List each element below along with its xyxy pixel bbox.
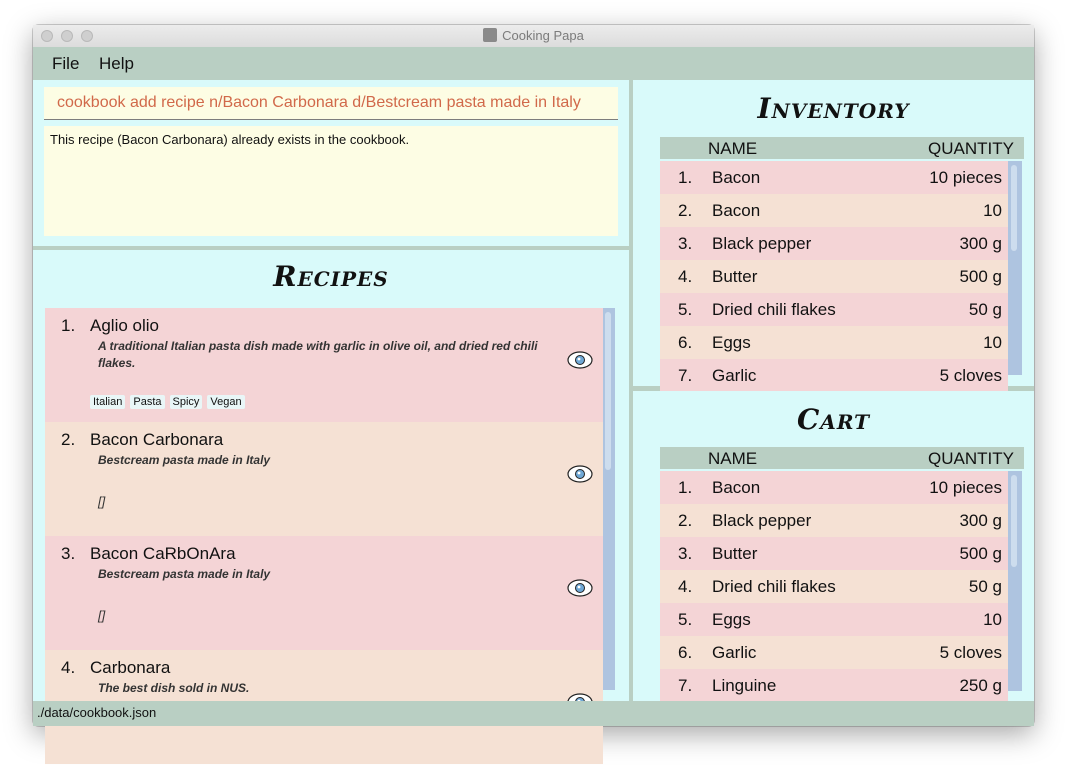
recipe-card[interactable] [45, 422, 603, 536]
recipe-tags-empty: [] [98, 608, 106, 623]
cart-row-name: Black pepper [712, 511, 812, 530]
inventory-row[interactable] [660, 260, 1008, 293]
cart-table-header [660, 447, 1024, 469]
command-input-text: cookbook add recipe n/Bacon Carbonara d/Bestcream pasta made in Italy [57, 94, 581, 111]
cart-row-index: 3. [678, 544, 693, 563]
recipe-tags [90, 392, 250, 410]
app-window [33, 25, 1034, 726]
eye-icon[interactable] [567, 350, 593, 370]
cart-row-name: Eggs [712, 610, 751, 629]
inventory-row[interactable] [660, 194, 1008, 227]
cart-row[interactable] [660, 471, 1008, 504]
cart-row-index: 4. [678, 577, 693, 596]
inventory-row-name: Butter [712, 267, 758, 286]
cart-row[interactable] [660, 603, 1008, 636]
cart-row-quantity: 500 g [959, 544, 1002, 563]
recipe-name: Aglio olio [90, 316, 159, 335]
inventory-row-name: Black pepper [712, 234, 812, 253]
inventory-row-quantity: 10 [983, 201, 1002, 220]
cart-row-quantity: 10 [983, 610, 1002, 629]
inventory-row[interactable] [660, 293, 1008, 326]
cart-row-name: Garlic [712, 643, 757, 662]
cart-row-index: 5. [678, 610, 693, 629]
cart-row-name: Linguine [712, 676, 777, 695]
inventory-row[interactable] [660, 359, 1008, 392]
cart-row[interactable] [660, 636, 1008, 669]
recipe-description: Bestcream pasta made in Italy [98, 567, 271, 581]
inventory-table-header [660, 137, 1024, 159]
cart-row-index: 2. [678, 511, 693, 530]
cart-name-column-header[interactable]: NAME [708, 449, 758, 468]
cart-row-name: Dried chili flakes [712, 577, 836, 596]
main-content [33, 80, 1034, 701]
cart-row-quantity: 50 g [968, 577, 1002, 596]
inventory-row-index: 2. [678, 201, 693, 220]
recipes-title: Recipes [273, 260, 389, 293]
recipe-card[interactable] [45, 308, 603, 422]
inventory-row-name: Bacon [712, 201, 761, 220]
eye-icon[interactable] [567, 578, 593, 598]
inventory-row-index: 5. [678, 300, 693, 319]
menu-bar [33, 47, 1034, 80]
inventory-row-index: 3. [678, 234, 693, 253]
command-panel [33, 80, 629, 246]
cart-scrollbar[interactable] [1008, 471, 1022, 691]
inventory-panel [633, 80, 1034, 386]
cart-row-name: Butter [712, 544, 758, 563]
recipe-tag: Italian [90, 395, 125, 409]
recipe-name: Bacon Carbonara [90, 430, 224, 449]
result-message: This recipe (Bacon Carbonara) already exists in the cookbook. [50, 132, 410, 147]
cart-row[interactable] [660, 504, 1008, 537]
cart-row-quantity: 250 g [959, 676, 1002, 695]
inventory-row-quantity: 50 g [968, 300, 1002, 319]
inventory-quantity-column-header[interactable]: QUANTITY [928, 139, 1014, 158]
recipe-list-scrollbar-thumb[interactable] [605, 312, 611, 470]
recipe-tag: Spicy [170, 395, 203, 409]
status-file-path: ./data/cookbook.json [37, 705, 157, 720]
recipe-list-scrollbar[interactable] [603, 308, 615, 690]
cart-scrollbar-thumb[interactable] [1011, 475, 1017, 567]
recipe-description: A traditional Italian pasta dish made with garlic in olive oil, and dried red chili flakes. [98, 339, 538, 370]
inventory-name-column-header[interactable]: NAME [708, 139, 758, 158]
recipe-name: Carbonara [90, 658, 171, 677]
cart-row[interactable] [660, 537, 1008, 570]
recipe-description: The best dish sold in NUS. [98, 681, 250, 695]
window-title-wrap [33, 28, 1034, 43]
cart-quantity-column-header[interactable]: QUANTITY [928, 449, 1014, 468]
command-input[interactable] [44, 87, 618, 120]
cart-row-index: 1. [678, 478, 693, 497]
inventory-scrollbar-thumb[interactable] [1011, 165, 1017, 251]
cart-row-name: Bacon [712, 478, 761, 497]
inventory-row-index: 1. [678, 168, 693, 187]
inventory-scrollbar[interactable] [1008, 161, 1022, 375]
cart-title: Cart [797, 403, 870, 436]
recipe-index: 4. [61, 658, 76, 677]
recipe-index: 2. [61, 430, 76, 449]
cart-row-index: 6. [678, 643, 693, 662]
recipes-panel [33, 250, 629, 701]
inventory-row-quantity: 10 [983, 333, 1002, 352]
cart-row[interactable] [660, 570, 1008, 603]
cart-row-quantity: 300 g [959, 511, 1002, 530]
inventory-row-quantity: 10 pieces [929, 168, 1002, 187]
inventory-row-index: 7. [678, 366, 693, 385]
cart-panel [633, 391, 1034, 701]
recipe-index: 1. [61, 316, 76, 335]
inventory-title: Inventory [757, 92, 910, 125]
title-bar [33, 25, 1034, 48]
recipe-name: Bacon CaRbOnAra [90, 544, 236, 563]
recipe-description: Bestcream pasta made in Italy [98, 453, 271, 467]
cart-row-index: 7. [678, 676, 693, 695]
inventory-row[interactable] [660, 227, 1008, 260]
inventory-row-name: Dried chili flakes [712, 300, 836, 319]
cart-row[interactable] [660, 669, 1008, 702]
status-bar [33, 701, 1034, 726]
inventory-row-name: Eggs [712, 333, 751, 352]
inventory-row[interactable] [660, 326, 1008, 359]
recipe-tag: Pasta [130, 395, 164, 409]
recipe-tag: Vegan [207, 395, 244, 409]
recipe-card[interactable] [45, 536, 603, 650]
inventory-row-quantity: 500 g [959, 267, 1002, 286]
inventory-list[interactable] [660, 161, 1024, 385]
menu-help[interactable]: Help [99, 54, 134, 73]
inventory-row-quantity: 300 g [959, 234, 1002, 253]
recipe-index: 3. [61, 544, 76, 563]
cart-row-quantity: 5 cloves [939, 643, 1002, 662]
inventory-row-name: Garlic [712, 366, 757, 385]
inventory-row-index: 6. [678, 333, 693, 352]
recipe-list[interactable] [45, 308, 619, 695]
inventory-row-quantity: 5 cloves [939, 366, 1002, 385]
inventory-row-index: 4. [678, 267, 693, 286]
eye-icon[interactable] [567, 464, 593, 484]
app-icon [483, 28, 497, 42]
inventory-row[interactable] [660, 161, 1008, 194]
cart-list[interactable] [660, 471, 1024, 695]
inventory-row-name: Bacon [712, 168, 761, 187]
cart-row-quantity: 10 pieces [929, 478, 1002, 497]
menu-file[interactable]: File [52, 54, 80, 73]
result-display [44, 126, 618, 236]
window-title: Cooking Papa [502, 28, 584, 43]
recipe-tags-empty: [] [98, 494, 106, 509]
